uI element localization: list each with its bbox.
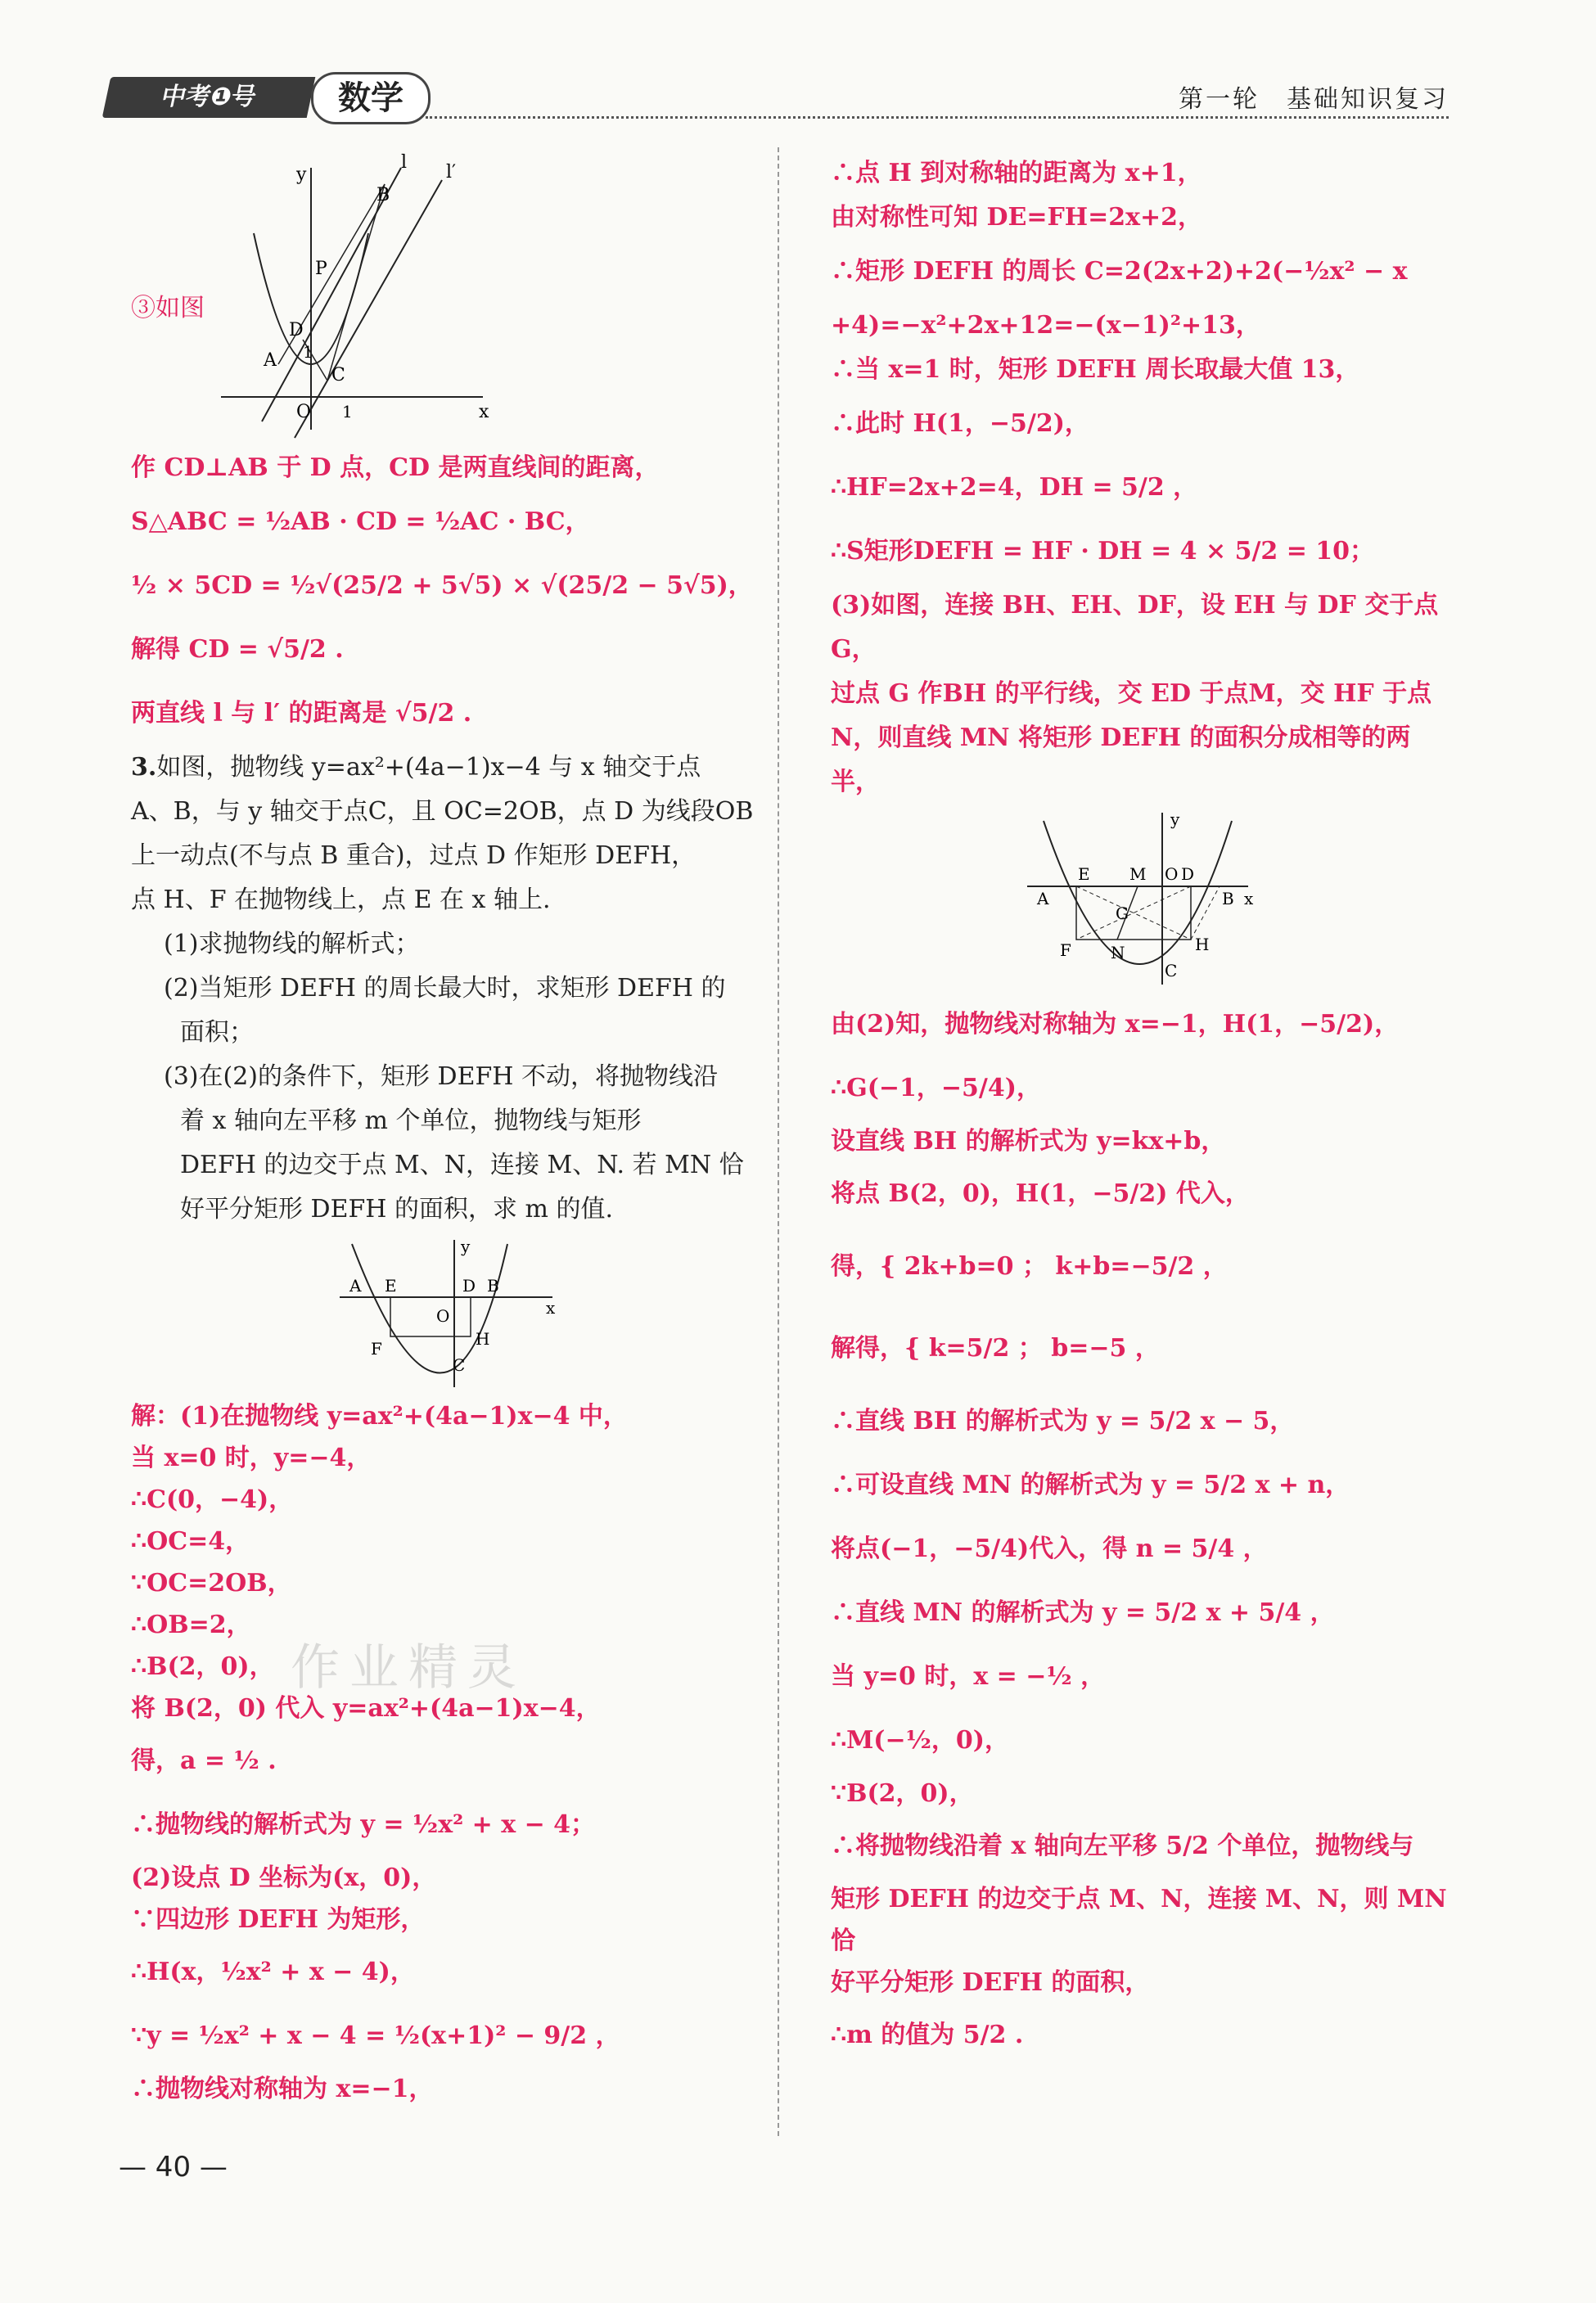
fig3-F: F bbox=[1060, 940, 1071, 960]
text-line: 两直线 l 与 l′ 的距离是 √5/2 . bbox=[131, 699, 472, 728]
solution-part-d bbox=[831, 993, 1461, 2067]
brand-logo: 中考❶号 bbox=[102, 77, 316, 118]
fig1-pt-P: P bbox=[315, 259, 327, 279]
fig3-H: H bbox=[1195, 935, 1210, 954]
figure-2-diagram bbox=[331, 1232, 577, 1395]
text-line: +4)=−x²+2x+12=−(x−1)²+13， bbox=[831, 311, 1260, 340]
right-column bbox=[831, 151, 1461, 2067]
fig3-O: O bbox=[1165, 864, 1179, 884]
section-title: 第一轮 基础知识复习 bbox=[1179, 85, 1449, 114]
text-line: 将点 B(2，0)，H(1，−5/2) 代入， bbox=[831, 1179, 1250, 1208]
fig2-B: B bbox=[487, 1276, 499, 1296]
fig3-C: C bbox=[1165, 961, 1178, 980]
problem-line: DEFH 的边交于点 M、N，连接 M、N. 若 MN 恰 bbox=[180, 1151, 744, 1179]
text-line: ∴H(x，½x² + x − 4)， bbox=[131, 1958, 415, 1986]
fig3-D: D bbox=[1181, 864, 1195, 884]
problem-line: 面积； bbox=[180, 1018, 254, 1047]
fig3-x: x bbox=[1244, 889, 1254, 908]
text-line: 得，a = ½ . bbox=[131, 1746, 277, 1775]
text-line: 解得，{ k=5/2 ； b=−5 ， bbox=[831, 1334, 1160, 1363]
text-line: ∵y = ½x² + x − 4 = ½(x+1)² − 9/2 ， bbox=[131, 2021, 620, 2050]
problem-number: 3. bbox=[131, 753, 157, 782]
figure-1-caption: ③如图 bbox=[131, 294, 205, 322]
fig3-N: N bbox=[1111, 943, 1125, 962]
text-line: 半， bbox=[831, 768, 880, 796]
text-line: 好平分矩形 DEFH 的面积， bbox=[831, 1968, 1150, 1997]
problem-line: (1)求抛物线的解析式； bbox=[164, 930, 420, 958]
figure-3-diagram bbox=[1019, 804, 1265, 993]
problem-line: 好平分矩形 DEFH 的面积，求 m 的值. bbox=[180, 1195, 614, 1224]
text-line: 由对称性可知 DE=FH=2x+2， bbox=[831, 203, 1203, 232]
text-line: ∴矩形 DEFH 的周长 C=2(2x+2)+2(−½x² − x bbox=[831, 257, 1408, 286]
text-line: 当 y=0 时，x = −½ ， bbox=[831, 1662, 1106, 1691]
text-line: 将点(−1，−5/4)代入，得 n = 5/4 ， bbox=[831, 1535, 1268, 1563]
fig1-x-label: x bbox=[479, 402, 489, 422]
page-number: — 40 — bbox=[119, 2151, 228, 2184]
text-line: ∴m 的值为 5/2 . bbox=[831, 2021, 1024, 2049]
text-line: ∴当 x=1 时，矩形 DEFH 周长取最大值 13， bbox=[831, 355, 1360, 384]
text-line: S△ABC = ½AB · CD = ½AC · BC， bbox=[131, 507, 590, 536]
header-dotted-rule bbox=[426, 116, 1449, 119]
fig2-H: H bbox=[476, 1329, 490, 1349]
fig1-tick-1y: 1 bbox=[303, 342, 313, 362]
fig1-pt-C: C bbox=[331, 365, 345, 385]
text-line: ½ × 5CD = ½√(25/2 + 5√5) × √(25/2 − 5√5)， bbox=[131, 571, 753, 600]
fig3-y: y bbox=[1170, 809, 1180, 829]
figure-1-diagram bbox=[205, 151, 663, 446]
fig2-O: O bbox=[436, 1306, 450, 1326]
fig3-M: M bbox=[1129, 864, 1147, 884]
fig1-pt-D: D bbox=[289, 320, 304, 340]
text-line: ∴可设直线 MN 的解析式为 y = 5/2 x + n， bbox=[831, 1471, 1350, 1499]
fig2-C: C bbox=[453, 1355, 466, 1375]
text-line: ∵B(2，0)， bbox=[831, 1779, 974, 1808]
text-line: ∴S矩形DEFH = HF · DH = 4 × 5/2 = 10； bbox=[831, 537, 1375, 566]
text-line: ∴点 H 到对称轴的距离为 x+1， bbox=[831, 159, 1202, 187]
text-line: 由(2)知，抛物线对称轴为 x=−1，H(1，−5/2)， bbox=[831, 1010, 1400, 1039]
subject-badge: 数学 bbox=[311, 72, 431, 124]
problem-line: 点 H、F 在抛物线上，点 E 在 x 轴上. bbox=[131, 886, 551, 914]
fig1-pt-A: A bbox=[264, 350, 277, 371]
text-line: 当 x=0 时，y=−4， bbox=[131, 1444, 372, 1472]
watermark: 作业精灵 bbox=[291, 1639, 526, 1697]
text-line: ∵四边形 DEFH 为矩形， bbox=[131, 1905, 426, 1934]
text-line: 作 CD⊥AB 于 D 点，CD 是两直线间的距离， bbox=[131, 453, 660, 482]
text-line: 得，{ 2k+b=0 ； k+b=−5/2 ， bbox=[831, 1252, 1228, 1281]
problem-line: A、B，与 y 轴交于点C，且 OC=2OB，点 D 为线段OB bbox=[131, 797, 754, 826]
text-line: (3)如图，连接 BH、EH、DF，设 EH 与 DF 交于点G， bbox=[831, 591, 1439, 664]
text-line: 解：(1)在抛物线 y=ax²+(4a−1)x−4 中， bbox=[131, 1402, 628, 1431]
text-line: ∴抛物线对称轴为 x=−1， bbox=[131, 2075, 434, 2103]
solution-part-b bbox=[131, 1395, 761, 2110]
solution-part-c bbox=[831, 151, 1461, 804]
text-line: (2)设点 D 坐标为(x，0)， bbox=[131, 1864, 437, 1892]
fig2-x: x bbox=[546, 1298, 556, 1318]
text-line: 设直线 BH 的解析式为 y=kx+b， bbox=[831, 1127, 1226, 1156]
text-line: ∴抛物线的解析式为 y = ½x² + x − 4； bbox=[131, 1810, 596, 1839]
column-divider bbox=[778, 147, 779, 2136]
text-line: ∴直线 BH 的解析式为 y = 5/2 x − 5， bbox=[831, 1407, 1295, 1435]
text-line: 将 B(2，0) 代入 y=ax²+(4a−1)x−4， bbox=[131, 1694, 601, 1723]
fig2-E: E bbox=[385, 1276, 397, 1296]
text-line: ∴OC=4， bbox=[131, 1527, 250, 1556]
fig2-y: y bbox=[461, 1237, 471, 1256]
text-line: 过点 G 作BH 的平行线，交 ED 于点M，交 HF 于点 bbox=[831, 679, 1432, 708]
fig2-D: D bbox=[462, 1276, 476, 1296]
problem-line: (3)在(2)的条件下，矩形 DEFH 不动，将抛物线沿 bbox=[164, 1062, 718, 1091]
figure-1 bbox=[131, 151, 761, 446]
problem-line: 着 x 轴向左平移 m 个单位，抛物线与矩形 bbox=[180, 1106, 642, 1135]
text-line: ∴将抛物线沿着 x 轴向左平移 5/2 个单位，抛物线与 bbox=[831, 1832, 1414, 1860]
text-line: ∴此时 H(1，−5/2)， bbox=[831, 409, 1089, 438]
text-line: ∴直线 MN 的解析式为 y = 5/2 x + 5/4 ， bbox=[831, 1598, 1335, 1627]
solution-part-a bbox=[131, 446, 761, 746]
fig1-l-label: l bbox=[401, 152, 408, 173]
fig3-B: B bbox=[1222, 889, 1234, 908]
text-line: N，则直线 MN 将矩形 DEFH 的面积分成相等的两 bbox=[831, 723, 1411, 752]
fig3-G: G bbox=[1116, 904, 1129, 923]
problem-line: (2)当矩形 DEFH 的周长最大时，求矩形 DEFH 的 bbox=[164, 974, 726, 1003]
left-column bbox=[131, 151, 761, 2110]
fig2-A: A bbox=[349, 1276, 362, 1296]
text-line: ∴G(−1，−5/4)， bbox=[831, 1074, 1041, 1102]
problem-line: 3.如图，抛物线 y=ax²+(4a−1)x−4 与 x 轴交于点 bbox=[131, 753, 701, 782]
text-line: ∵OC=2OB， bbox=[131, 1569, 292, 1598]
fig1-pt-O: O bbox=[296, 402, 312, 422]
text-line: ∴OB=2， bbox=[131, 1611, 251, 1639]
text-line: ∴M(−½，0)， bbox=[831, 1726, 1009, 1755]
fig3-A: A bbox=[1037, 889, 1049, 908]
fig1-y-label: y bbox=[296, 164, 307, 185]
problem-3 bbox=[131, 746, 761, 1232]
fig3-E: E bbox=[1078, 864, 1090, 884]
fig1-l2-label: l′ bbox=[446, 162, 457, 183]
fig1-pt-B: B bbox=[376, 185, 390, 205]
fig2-F: F bbox=[371, 1339, 382, 1359]
text-line: ∴HF=2x+2=4，DH = 5/2 ， bbox=[831, 473, 1198, 502]
fig1-tick-1: 1 bbox=[342, 402, 353, 421]
text-line: ∴B(2，0)， bbox=[131, 1652, 274, 1681]
page-header bbox=[106, 72, 1449, 129]
text-line: 矩形 DEFH 的边交于点 M、N，连接 M、N，则 MN 恰 bbox=[831, 1885, 1456, 1955]
problem-line: 上一动点(不与点 B 重合)，过点 D 作矩形 DEFH， bbox=[131, 841, 697, 870]
text-line: 解得 CD = √5/2 . bbox=[131, 635, 344, 664]
text-line: ∴C(0，−4)， bbox=[131, 1485, 294, 1514]
